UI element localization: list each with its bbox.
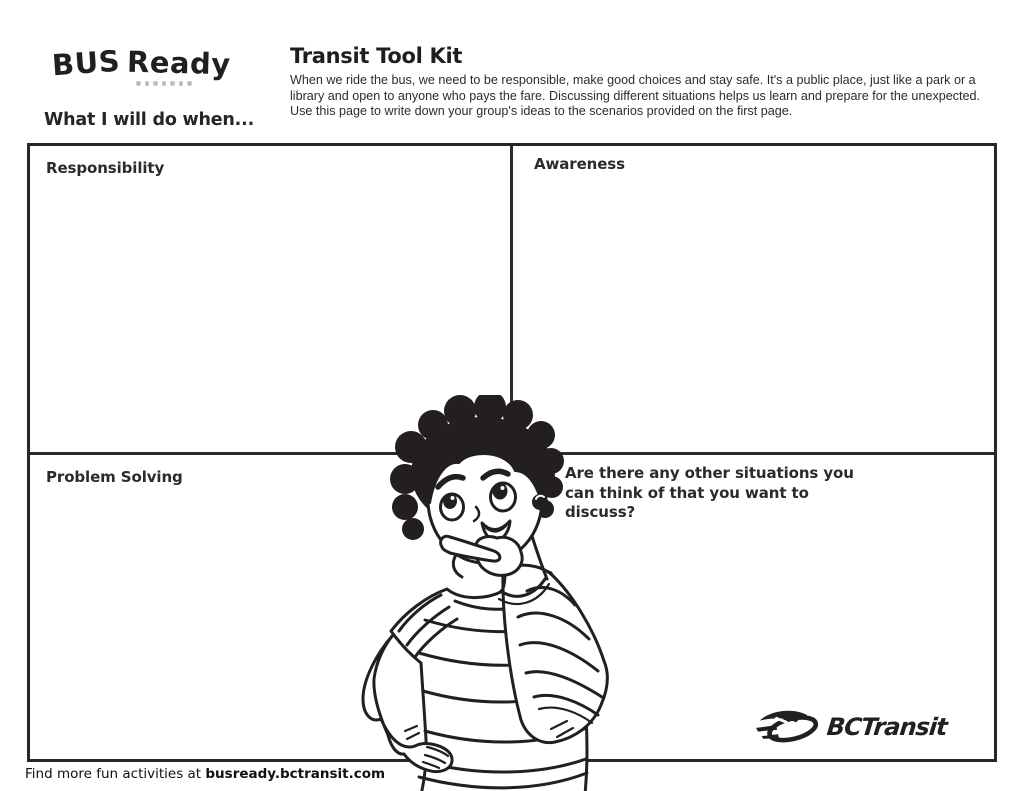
footer-url: busready.bctransit.com [205,766,386,782]
intro-paragraph: When we ride the bus, we need to be responsible, make good choices and stay safe. It's a public place, just like a park or a library and open to anyone who pays the fare. Discussing different situations helps us learn and prepare for the unexpected. Use this page to write down your group's ideas to the scenarios provided on the first page. [290,73,981,119]
bctransit-logo [756,706,947,748]
footer-note [25,766,385,782]
header [290,44,1006,120]
bctransit-wordmark: BCTransit [825,713,949,741]
page-title: Transit Tool Kit [290,44,463,68]
bctransit-swoosh-icon [756,706,822,748]
logo-dots [136,81,231,86]
footer-text: Find more fun activities at [25,766,206,782]
quadrant-label-awareness: Awareness [534,155,625,173]
logo-word-bus: BUS [50,43,122,83]
thinking-child-illustration [355,395,685,791]
busready-logo [50,43,232,86]
worksheet-prompt: What I will do when... [44,110,255,130]
busready-wordmark [50,43,232,83]
quadrant-question: Are there any other situations you can think of that you want to discuss? [565,464,854,521]
quadrant-label-responsibility: Responsibility [46,159,165,177]
logo-word-ready: Ready [126,44,232,82]
quadrant-label-problem-solving: Problem Solving [46,468,183,486]
